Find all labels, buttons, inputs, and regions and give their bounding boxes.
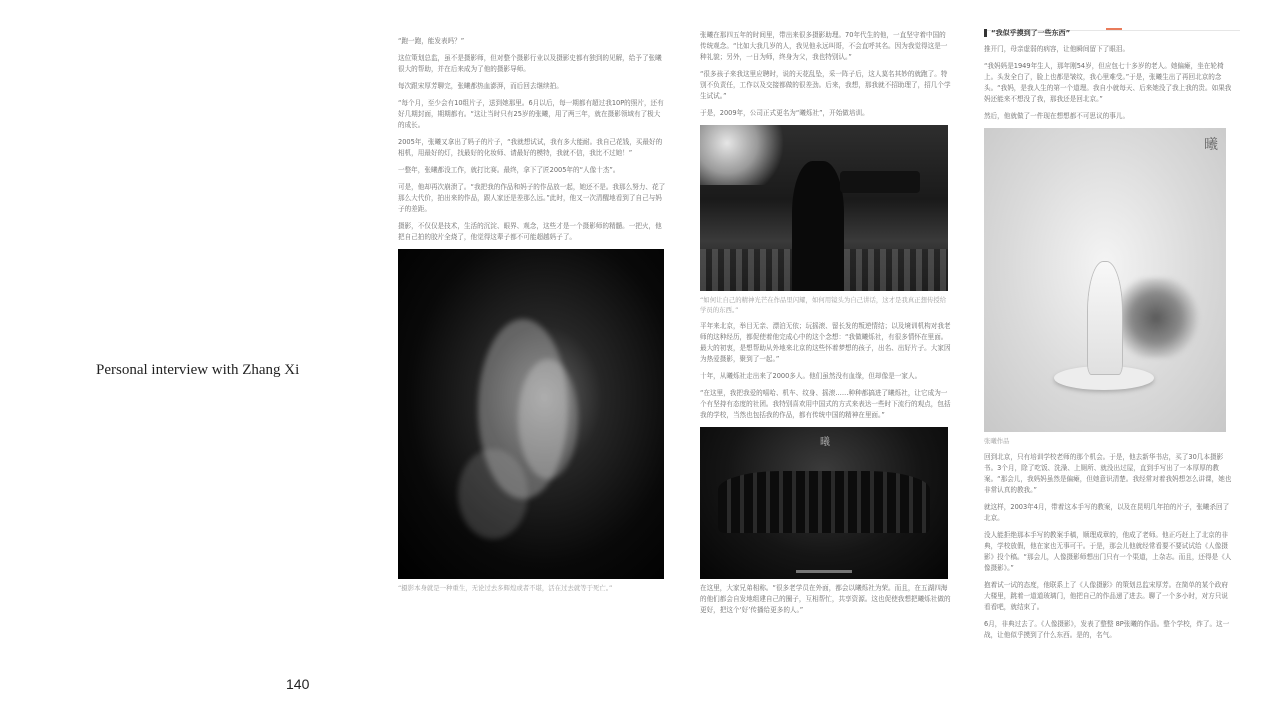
paragraph: 十年，从曦烁社走出来了2000多人。他们虽然没有血缘，但却像是一家人。 — [700, 372, 922, 380]
paragraph: “很多孩子来我这里应聘时，说的天花乱坠，采一阵子后，这人莫名其妙的就跑了。特别不负责任，工作以及交接都做的很差劲。后来，我想，那我就不招助理了，招几个学生试试。” — [700, 70, 951, 100]
paragraph: 每次跟宋厚芳聊完，张曦都热血澎湃，而后回去继续拍。 — [398, 82, 563, 90]
photo-caption: “摄影本身就是一种重生，无论过去多辉煌或者不堪，活在过去就等于死亡。” — [398, 584, 613, 592]
paragraph: 回到北京，只有培训学校老师的那个机会。于是，他去新华书店，买了30几本摄影书。3个月，除了吃饭、洗澡、上厕所、就没出过屋，直到手写出了一本厚厚的教案。“那会儿，我妈妈虽然是偏瘫，但她意识清楚。我经常对着我妈想怎么讲课，她也非常认真的教我。” — [984, 453, 1232, 494]
portrait-photo — [398, 249, 664, 579]
paragraph: “每个月，至少会有10组片子，送到她那里。6月以后，每一期都有超过我10P的照片，还有好几期封面，期期都有。“这让当时只有25岁的张曦，用了两三年，就在摄影领域有了极大的成长。 — [398, 99, 664, 129]
artwork-photo — [984, 128, 1226, 432]
paragraph: 一整年，张曦都没工作，就打比赛。最终，拿下了匠2005年的“人像十杰”。 — [398, 166, 620, 174]
side-title: Personal interview with Zhang Xi — [96, 362, 300, 378]
paragraph: 推开门，母亲虚弱的病容，让他瞬间留下了眼泪。 — [984, 45, 1130, 53]
paragraph: 没人能拒绝那本手写的教案手稿，顺理成章的，他成了老师。他正巧赶上了北京的非典，学校放假，他在家也无事可干。于是，那会儿他就经常看要不要试试给《人像摄影》投个稿。“那会儿，人像摄影师想出门只有一个渠道，上杂志。而且，还得是《人像摄影》。” — [984, 531, 1232, 572]
photo-caption: “如何让自己的精神光芒在作品里闪耀，如何用镜头为自己讲话，这才是我真正想传授给学员的东西。” — [700, 296, 947, 314]
group-photo — [700, 427, 948, 579]
paragraph: 张曦在那四五年的时间里，带出来很多摄影助理。70年代生的他，一直坚守着中国的传统观念。“比如大我几岁的人，我见他永远叫哥，不会直呼其名。因为我觉得这是一种礼貌；另外，一日为师，终身为父，我也特别认。” — [700, 31, 948, 61]
paragraph: 这位策划总监，虽不是摄影师，但对整个摄影行业以及摄影史都有独到的见解，给予了张曦很大的帮助，并在后来成为了他的摄影导师。 — [398, 54, 662, 73]
paragraph: 平年来北京，举目无亲、漂泊无依；玩摇滚、留长发的叛逆情结；以及境训机构对我老师的这种经历，都促使着他完成心中的这个念想：“我做曦烁社，有很多情怀在里面。最大的初衷，是想帮助从外地来北京的这些怀着梦想的孩子，出名、出好片子。大家因为热爱摄影，聚到了一起。” — [700, 322, 951, 363]
paragraph: “在这里，我把我爱的嘻哈、机车、纹身、摇滚……种种都搞进了曦烁社，让它成为一个有坚持有态度的社团。我特别喜欢用中国式的方式来表达一些时下流行的观点，包括我的学校，当然也包括我的作品，都有传统中国的精神在里面。” — [700, 389, 951, 419]
paragraph: 可是，他却再次崩溃了。“我把我的作品和妈子的作品放一起，她还不是。我那么努力、花了那么大代价，拍出来的作品，跟人家还是差那么远。”此时，他又一次清醒地看到了自己与妈子的差距。 — [398, 183, 666, 213]
section-heading — [984, 28, 1234, 38]
heading-bar-icon — [984, 29, 987, 37]
photo-caption: 张曦作品 — [984, 437, 1010, 445]
article-column-1 — [398, 36, 666, 686]
article-column-2 — [700, 30, 952, 680]
paragraph: 2005年，张曦又拿出了妈子的片子，“我就想试试，我有多大能耐。我自己花钱，买最好的相机，用最好的灯，找最好的化妆师、请最好的模特，我就不信，我比不过她！” — [398, 138, 663, 157]
paragraph: 就这样，2003年4月，带着这本手写的教案，以及在昆明几年拍的片子，张曦杀回了北京。 — [984, 503, 1230, 522]
photographer-photo — [700, 125, 948, 291]
group-photo-mark: 曦 — [820, 437, 830, 448]
paragraph: 于是，2009年，公司正式更名为“曦烁社”，开始做培训。 — [700, 109, 869, 117]
seal-mark: 曦 — [1204, 137, 1218, 153]
paragraph: 6月，非典过去了。《人像摄影》，发表了整整 8P张曦的作品。整个学校，炸了。这一战，让他似乎摸到了什么东西。是的，名气。 — [984, 620, 1230, 639]
page-number: 140 — [286, 676, 310, 692]
section-heading-text: “我似乎摸到了一些东西” — [991, 29, 1071, 37]
article-column-3 — [984, 28, 1234, 688]
paragraph: 在这里，大家兄弟相称。“很多老学员在外面，都会以曦烁社为荣。而且，在五湖四海的他们都会自发地组建自己的圈子，互相帮忙，共享资源。这也促使我想把曦烁社做的更好，把这个‘好’传播给更多的人。” — [700, 584, 951, 614]
paragraph: “我妈妈是1949年生人，那年刚54岁，但应包七十多岁的老人。她偏瘫，坐在轮椅上。头发全白了，脸上也都是皱纹，我心里难受。”于是，张曦生出了再回北京的念头。“我妈，是我人生的第一个道理。我自小就每天、后来她没了我上我的贵。如果我妈还能来不想没了我，那我还是回北京。” — [984, 62, 1232, 103]
paragraph: “跑一跑，能发表吗？” — [398, 37, 465, 45]
paragraph: 抱着试一试的态度，他联系上了《人像摄影》的策划总监宋厚芳。在简单的某个政府大楼里，跳着一道道玻璃门，他把自己的作品递了进去。聊了一个多小时，对方只说看看吧，就结束了。 — [984, 581, 1228, 611]
paragraph: 摄影，不仅仅是技术，生活的沉淀、眼界、观念，这些才是一个摄影师的精髓。一把火，他把自己拍的胶片全烧了，他觉得这辈子都不可能超越妈子了。 — [398, 222, 662, 241]
paragraph: 然后，他就做了一件现在想想都不可思议的事儿。 — [984, 112, 1130, 120]
